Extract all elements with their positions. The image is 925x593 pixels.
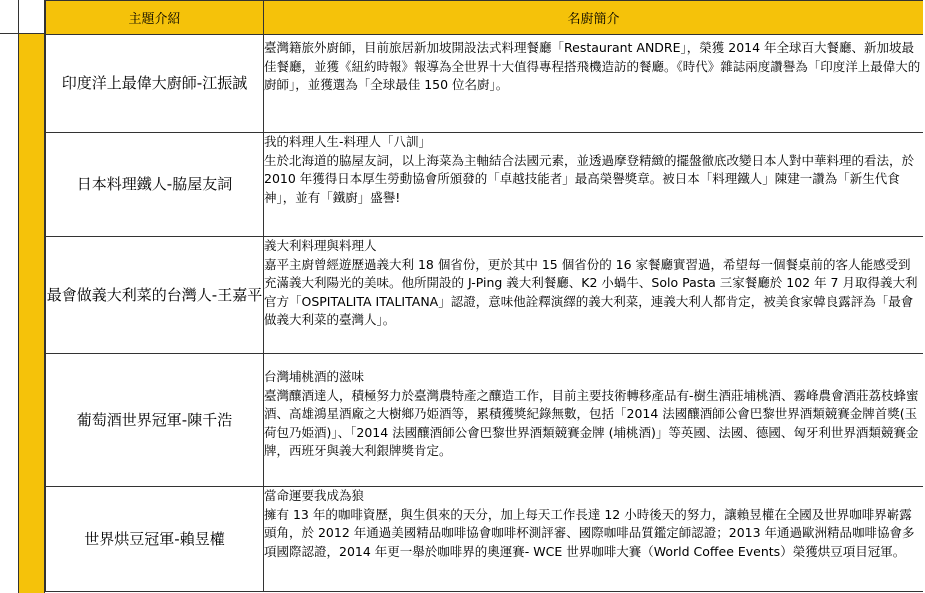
- desc-cell[interactable]: [264, 133, 924, 237]
- topic-cell[interactable]: 世界烘豆冠軍-賴昱權: [46, 487, 264, 592]
- topic-cell[interactable]: 葡萄酒世界冠軍-陳千浩: [46, 354, 264, 487]
- desc-body: 臺灣釀酒達人，積極努力於臺灣農特產之釀造工作，目前主要技術轉移產品有-樹生酒莊埔桃酒、霧峰農會酒莊荔枝蜂蜜酒、高雄鴻星酒廠之大樹鄉乃姫酒等，累積獲獎紀錄無數，包括「2014 法國釀酒師公會巴黎世界酒類競賽金牌首獎(玉荷包乃姫酒)」、「2014 法國釀酒師公會巴黎世界酒類競賽金牌 (埔桃酒)」等英國、法國、德國、匈牙利世界酒類競賽金牌，西班牙與義大利銀牌獎肯定。: [264, 387, 919, 458]
- spacer-header-cell[interactable]: [19, 0, 44, 34]
- desc-cell[interactable]: [264, 35, 924, 133]
- topic-cell[interactable]: 印度洋上最偉大廚師-江振誠: [46, 35, 264, 133]
- corner-cell[interactable]: [0, 0, 18, 34]
- table-row: [46, 354, 924, 487]
- row-gutter: [0, 0, 19, 593]
- header-chef[interactable]: 名廚簡介: [264, 1, 924, 35]
- desc-title: 我的料理人生-料理人「八訓」: [264, 134, 432, 149]
- desc-title: 義大利料理與料理人: [264, 238, 377, 253]
- table-row: [46, 487, 924, 592]
- left-spacer-column: [19, 0, 45, 593]
- desc-cell[interactable]: [264, 487, 924, 592]
- desc-body: 生於北海道的脇屋友詞，以上海菜為主軸結合法國元素，並透過摩登精緻的擺盤徹底改變日本人對中華料理的看法，於 2010 年獲得日本厚生勞動協會所頒發的「卓越技能者」最高榮譽獎章。被日本「料理鐵人」陳建一讚為「新生代食神」，並有「鐵廚」盛譽!: [264, 152, 915, 205]
- desc-body: 擁有 13 年的咖啡資歷，與生俱來的天分，加上每天工作長達 12 小時後天的努力，讓賴昱權在全國及世界咖啡界嶄露頭角，於 2012 年通過美國精品咖啡協會咖啡杯測評審、國際咖啡品質鑑定師認證；2013 年通過歐洲精品咖啡協會多項國際認證，2014 年更一舉於咖啡界的奧運賽- WCE 世界咖啡大賽（World Coffee Events）榮獲烘豆項目冠軍。: [264, 506, 915, 559]
- desc-title: 當命運要我成為狼: [264, 488, 365, 503]
- header-row: [46, 1, 924, 35]
- desc-body: 臺灣籍旅外廚師，目前旅居新加坡開設法式料理餐廳「Restaurant ANDRE」，榮獲 2014 年全球百大餐廳、新加坡最佳餐廳，並獲《紐約時報》報導為全世界十大值得專程搭飛機造訪的餐廳。《時代》雜誌兩度讚譽為「印度洋上最偉大的廚師」，並獲選為「全球最佳 150 位名廚」。: [264, 40, 921, 92]
- table-row: [46, 35, 924, 133]
- desc-cell[interactable]: [264, 354, 924, 487]
- desc-title: 台灣埔桃酒的滋味: [264, 369, 365, 384]
- header-topic[interactable]: 主題介紹: [46, 1, 264, 35]
- chef-table: [45, 0, 924, 592]
- table-row: [46, 237, 924, 354]
- topic-cell[interactable]: 日本料理鐵人-脇屋友詞: [46, 133, 264, 237]
- table-row: [46, 133, 924, 237]
- topic-cell[interactable]: 最會做義大利菜的台灣人-王嘉平: [46, 237, 264, 354]
- desc-cell[interactable]: [264, 237, 924, 354]
- desc-body: 嘉平主廚曾經遊歷過義大利 18 個省份，更於其中 15 個省份的 16 家餐廳實習過，希望每一個餐桌前的客人能感受到充滿義大利陽光的美味。他所開設的 J-Ping 義大利餐廳、K2 小蝸牛、Solo Pasta 三家餐廳於 102 年 7 月取得義大利官方「OSPITALITA ITALITANA」認證，意味他詮釋演繹的義大利菜，連義大利人都肯定，被美食家韓良露評為「最會做義大利菜的臺灣人」。: [264, 256, 918, 327]
